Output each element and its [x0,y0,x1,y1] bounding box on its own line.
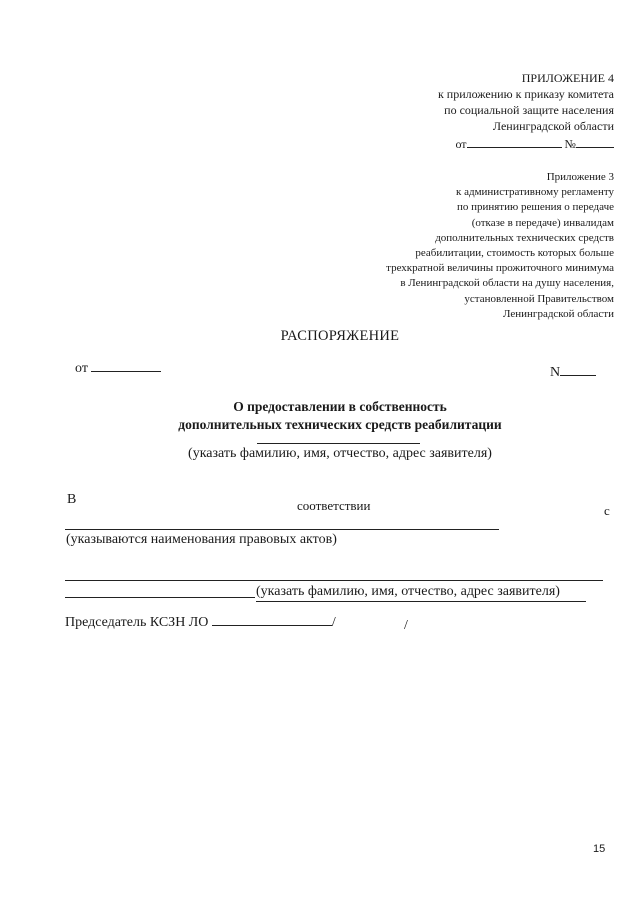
annex4-line-1: к приложению к приказу комитета [437,87,614,101]
annex4-block [438,70,614,152]
annex3-line-8: в Ленинградской области на душу населения, [400,277,614,290]
annex4-number-blank [576,136,614,148]
annex4-date-prefix: от [455,137,467,151]
applicant-name-line [257,443,420,444]
signature-row [65,614,336,631]
annex3-line-1: Приложение 3 [546,171,614,183]
order-number-blank [560,364,596,376]
order-title [140,398,540,434]
decision-line-1 [65,580,603,581]
annex4-line-2: по социальной защите населения [444,103,614,117]
decision-line-2 [65,597,255,598]
order-date-blank [91,360,161,372]
order-date-prefix: от [75,361,88,376]
annex3-line-6: реабилитации, стоимость которых больше [415,247,614,260]
signature-blank [212,614,332,626]
order-date-row [75,360,161,377]
annex3-line-3: по принятию решения о передаче [456,201,614,214]
signature-label: Председатель КСЗН ЛО [65,615,209,630]
word-s: с [604,503,610,518]
order-number-prefix: N [550,365,561,380]
annex3-line-2: к административному регламенту [456,186,614,199]
annex4-line-3: Ленинградской области [492,119,614,133]
legal-acts-line [65,529,499,530]
annex3-block [386,170,614,322]
annex3-line-10: Ленинградской области [503,307,614,320]
annex3-line-5: дополнительных технических средств [435,231,614,244]
annex3-line-7: трехкратной величины прожиточного минимума [386,262,614,275]
order-title-line-1: О предоставлении в собственность [233,399,447,414]
annex4-title: ПРИЛОЖЕНИЕ 4 [521,71,614,85]
word-v: В [67,492,77,507]
order-heading: РАСПОРЯЖЕНИЕ [280,328,400,344]
word-accordance: соответствии [297,498,371,513]
page-number: 15 [593,843,606,855]
annex4-date-blank [467,136,562,148]
applicant-hint: (указать фамилию, имя, отчество, адрес заявителя) [188,446,492,461]
signature-sep-1: / [331,615,336,630]
signature-sep-2: / [404,618,408,633]
annex4-date-number-row [438,136,614,152]
annex3-line-9: установленной Правительством [464,292,614,305]
applicant-hint-2-underline [256,601,586,602]
order-title-line-2: дополнительных технических средств реабилитации [178,417,502,432]
annex3-line-4: (отказе в передаче) инвалидам [471,216,614,229]
legal-acts-hint: (указываются наименования правовых актов) [66,532,337,547]
annex4-number-prefix: № [564,137,576,151]
applicant-hint-2: (указать фамилию, имя, отчество, адрес заявителя) [256,584,560,599]
order-number-row [550,364,596,381]
